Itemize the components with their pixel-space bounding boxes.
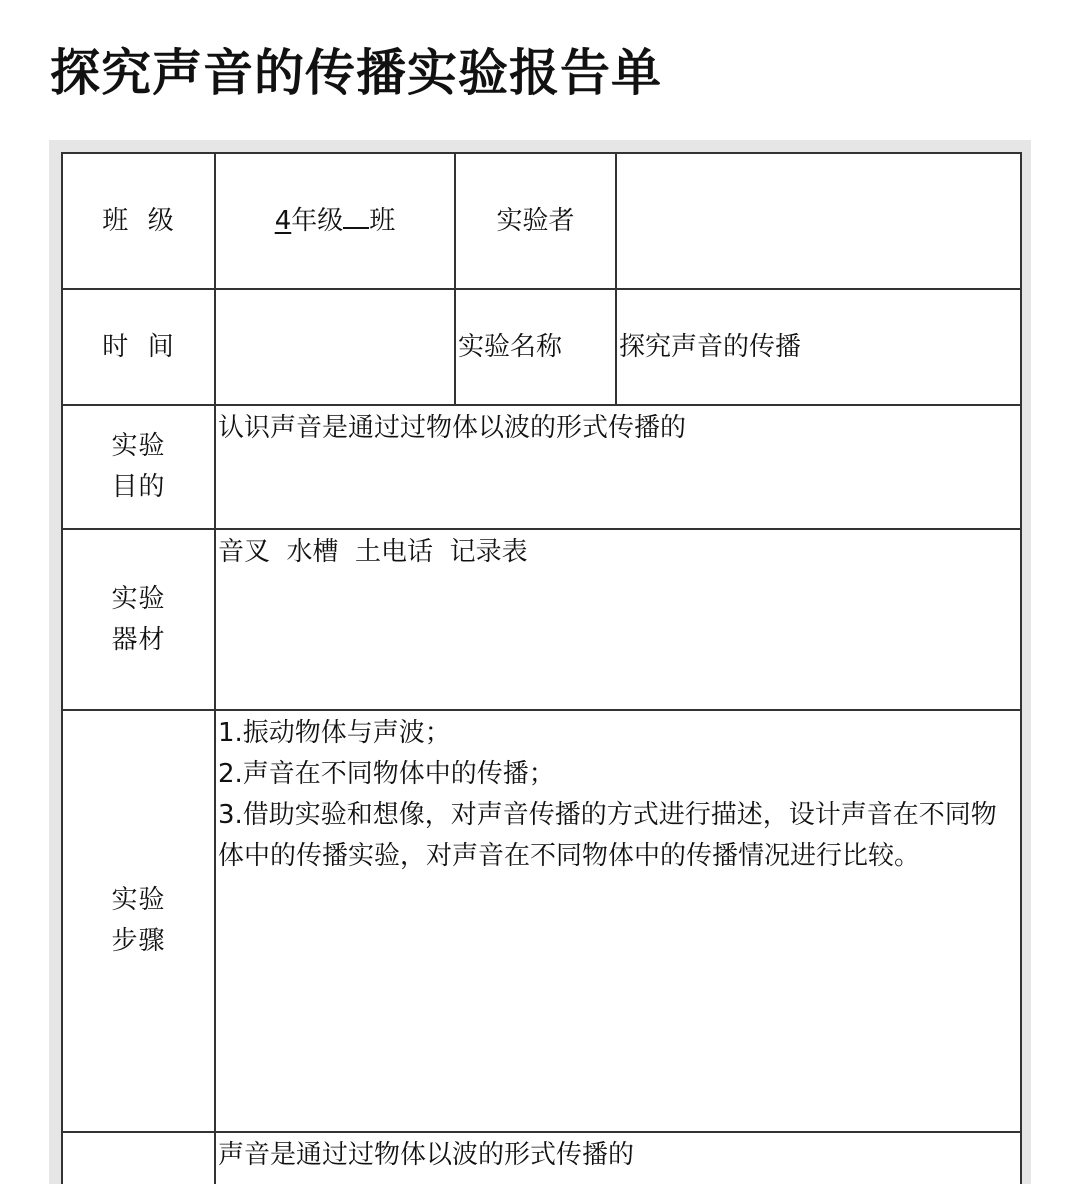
materials-label-line-2: 器材	[111, 624, 166, 655]
steps-row	[62, 710, 1021, 1132]
report-table-container	[49, 140, 1031, 1184]
purpose-value: 认识声音是通过过物体以波的形式传播的	[215, 405, 1021, 529]
materials-label-line-1: 实验	[111, 583, 166, 614]
conclusion-row	[62, 1132, 1021, 1184]
purpose-label	[62, 405, 215, 529]
experiment-name-label: 实验名称	[455, 289, 616, 405]
grade-text: 年级	[291, 205, 344, 236]
materials-value: 音叉 水槽 土电话 记录表	[215, 529, 1021, 710]
class-number-blank	[343, 227, 369, 229]
step-item: 2.声音在不同物体中的传播；	[218, 759, 555, 789]
class-value	[215, 153, 455, 289]
steps-value	[215, 710, 1021, 1132]
steps-label-line-1: 实验	[111, 885, 166, 915]
grade-number: 4	[274, 205, 292, 236]
experimenter-value	[616, 153, 1021, 289]
step-item: 1.振动物体与声波；	[218, 718, 451, 748]
purpose-row	[62, 405, 1021, 529]
experiment-name-value: 探究声音的传播	[616, 289, 1021, 405]
class-label: 班 级	[62, 153, 215, 289]
conclusion-value: 声音是通过过物体以波的形式传播的	[215, 1132, 1021, 1184]
class-suffix: 班	[369, 205, 396, 236]
conclusion-label	[62, 1132, 215, 1184]
steps-label-line-2: 步骤	[111, 926, 166, 956]
steps-label	[62, 710, 215, 1132]
page-title: 探究声音的传播实验报告单	[50, 44, 662, 102]
class-row	[62, 153, 1021, 289]
experiment-report-table	[61, 152, 1022, 1184]
time-value	[215, 289, 455, 405]
experimenter-label: 实验者	[455, 153, 616, 289]
purpose-label-line-1: 实验	[111, 431, 166, 461]
materials-row	[62, 529, 1021, 710]
time-row	[62, 289, 1021, 405]
purpose-label-line-2: 目的	[111, 472, 166, 502]
step-item: 3.借助实验和想像，对声音传播的方式进行描述，设计声音在不同物体中的传播实验，对声音在不同物体中的传播情况进行比较。	[218, 800, 997, 871]
time-label: 时 间	[62, 289, 215, 405]
materials-label	[62, 529, 215, 710]
